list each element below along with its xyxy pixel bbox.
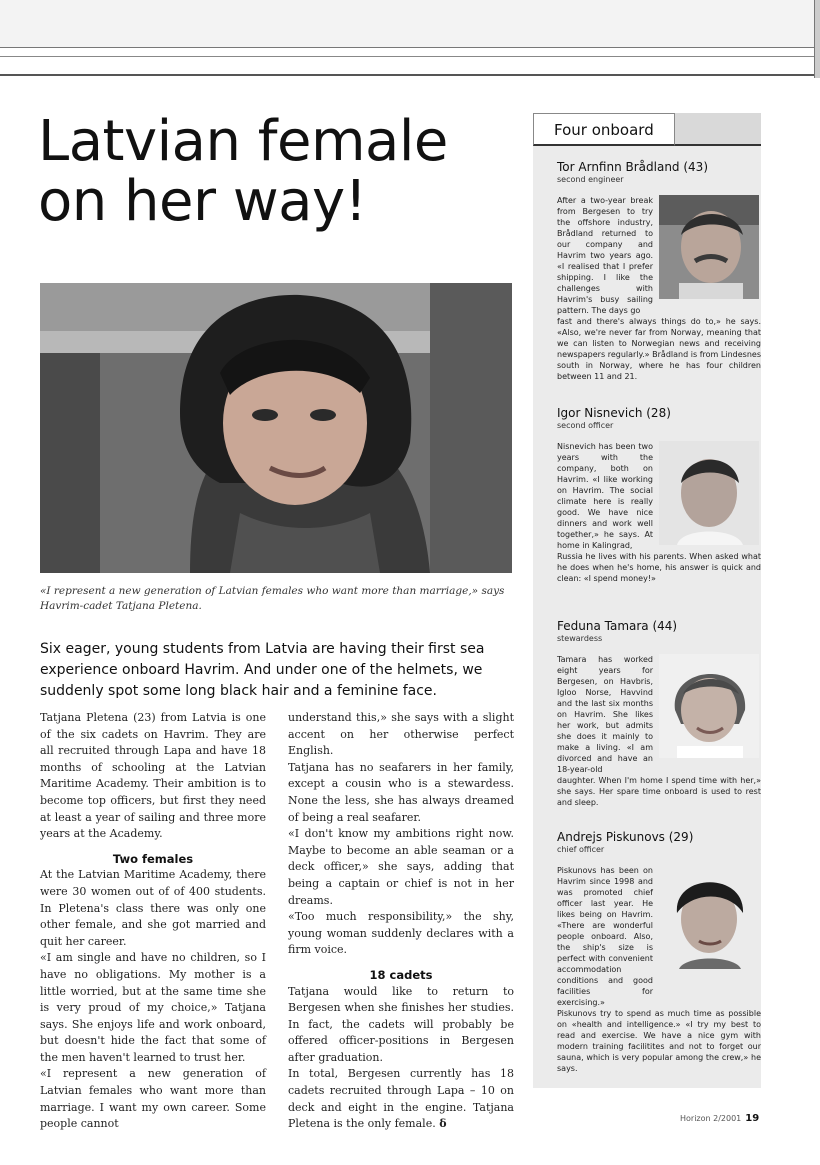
crew-portrait: [659, 195, 759, 299]
body-paragraph: Tatjana Pletena (23) from Latvia is one of the six cadets on Havrim. They are all recruited through Lapa and have 18 months of schooling at the Latvian Maritime Academy. Their ambition is to become top officers, but first they need at least a year of sailing and three more years at the Academy.: [40, 711, 266, 841]
body-text: In total, Bergesen currently has 18 cadets recruited through Lapa – 10 on deck and eight in the engine. Tatjana Pletena is the only female.: [288, 1067, 514, 1131]
crew-name: Andrejs Piskunovs (29): [557, 830, 694, 844]
end-mark-icon: ẟ: [439, 1117, 447, 1131]
lead-paragraph: Six eager, young students from Latvia are having their first sea experience onboard Havrim. And under one of the helmets, we suddenly spot some long black hair and a feminine face.: [40, 641, 485, 699]
sidebar-title: Four onboard: [554, 121, 654, 139]
sidebar-title-band: [675, 113, 761, 146]
body-paragraph: «I don't know my ambitions right now. Maybe to become an able seaman or a deck officer,» she says, adding that being a captain or chief is not in her dreams.: [288, 827, 514, 907]
issue-label: Horizon 2/2001: [680, 1114, 742, 1123]
body-paragraph: At the Latvian Maritime Academy, there were 30 women out of of 400 students. In Pletena's class there was only one other female, and she got married and quit her career.: [40, 868, 266, 948]
subhead-two-females: Two females: [112, 851, 194, 866]
crew-text: Piskunovs try to spend as much time as possible on «health and intelligence.» «I try my best to read and exercise. We have a nice gym with modern training facilitites and not to forget our sauna, which is very popular among the crew,» he says.: [557, 1009, 761, 1073]
body-paragraph: Tatjana has no seafarers in her family, except a cousin who is a stewardess. None the less, she has always dreamed of being a real seafarer.: [288, 760, 514, 824]
header-rule: [0, 56, 820, 57]
crew-text: Nisnevich has been two years with the company, both on Havrim. «I like working on Havrim. The social climate here is really good. We have nice dinners and work well together,» he says. At home in Kalingrad,: [557, 442, 653, 550]
crew-text: After a two-year break from Bergesen to try the offshore industry, Brådland returned to our company and Havrim two years ago. «I realised that I prefer shipping. I like the challenges with Havrim's busy sailing pattern. The days go: [557, 196, 653, 315]
body-paragraph: Tatjana would like to return to Bergesen when she finishes her studies. In fact, the cadets will probably be offered officer-positions in Bergesen after graduation.: [288, 984, 514, 1064]
crew-text: Russia he lives with his parents. When asked what he does when he's home, his answer is quick and clean: «I spend money!»: [557, 552, 761, 583]
page-number: 19: [745, 1113, 760, 1124]
crew-name: Igor Nisnevich (28): [557, 406, 671, 420]
crew-profile: [557, 619, 761, 808]
crew-role: second engineer: [557, 175, 624, 184]
crew-text: Tamara has worked eight years for Bergesen, on Havbris, Igloo Norse, Havvind and the last six months on Havrim. She likes her work, but admits she does it mainly to make a living. «I am divorced and have an 18-year-old: [557, 655, 653, 774]
cadet-photo: [40, 283, 512, 573]
header-edge: [814, 0, 820, 78]
crew-text: Piskunovs has been on Havrim since 1998 and was promoted chief officer last year. He likes being on Havrim. «There are wonderful people onboard. Also, the ship's size is perfect with convenient accommodation conditions and good facilities for exercising.»: [557, 866, 653, 1007]
sidebar-title-box: [533, 113, 675, 146]
crew-role: second officer: [557, 421, 614, 430]
crew-portrait: [659, 865, 759, 969]
crew-text: daughter. When I'm home I spend time with her,» she says. Her spare time onboard is used to rest and sleep.: [557, 776, 761, 807]
body-paragraph: understand this,» she says with a slight accent on her otherwise perfect English.: [288, 711, 514, 758]
crew-text: fast and there's always things do to,» he says. «Also, we're never far from Norway, meaning that we can listen to Norwegian news and receiving newspapers regularly.» Brådland is from Lindesnes south in Norway, where he has four children between 11 and 21.: [557, 317, 761, 381]
photo-caption: «I represent a new generation of Latvian females who want more than marriage,» says Havrim-cadet Tatjana Pletena.: [40, 585, 505, 612]
headline: Latvian female on her way!: [38, 109, 448, 234]
crew-name: Feduna Tamara (44): [557, 619, 678, 633]
body-paragraph: «I represent a new generation of Latvian females who want more than marriage. I want my own career. Some people cannot: [40, 1067, 266, 1131]
crew-profile: [557, 830, 761, 1074]
crew-name: Tor Arnfinn Brådland (43): [557, 160, 708, 174]
page-footer: [680, 1113, 759, 1124]
subhead-18-cadets: 18 cadets: [369, 967, 433, 982]
article-column-2: [288, 710, 514, 1133]
sidebar-four-onboard: [533, 113, 761, 1088]
body-paragraph: «I am single and have no children, so I have no obligations. My mother is a little worried, but at the same time she is very proud of my choice,» Tatjana says. She enjoys life and work onboard, but doesn't hide the fact that some of the men haven't learned to trust her.: [40, 951, 266, 1064]
body-paragraph: [288, 1066, 514, 1132]
crew-profile: [557, 160, 761, 382]
article-column-1: [40, 710, 266, 1133]
crew-role: chief officer: [557, 845, 605, 854]
header-band: [0, 0, 820, 48]
crew-portrait: [659, 441, 759, 545]
crew-role: stewardess: [557, 634, 603, 643]
crew-portrait: [659, 654, 759, 758]
header-rule-thick: [0, 74, 820, 76]
body-paragraph: «Too much responsibility,» the shy, young woman suddenly declares with a firm voice.: [288, 910, 514, 957]
crew-profile: [557, 406, 761, 584]
